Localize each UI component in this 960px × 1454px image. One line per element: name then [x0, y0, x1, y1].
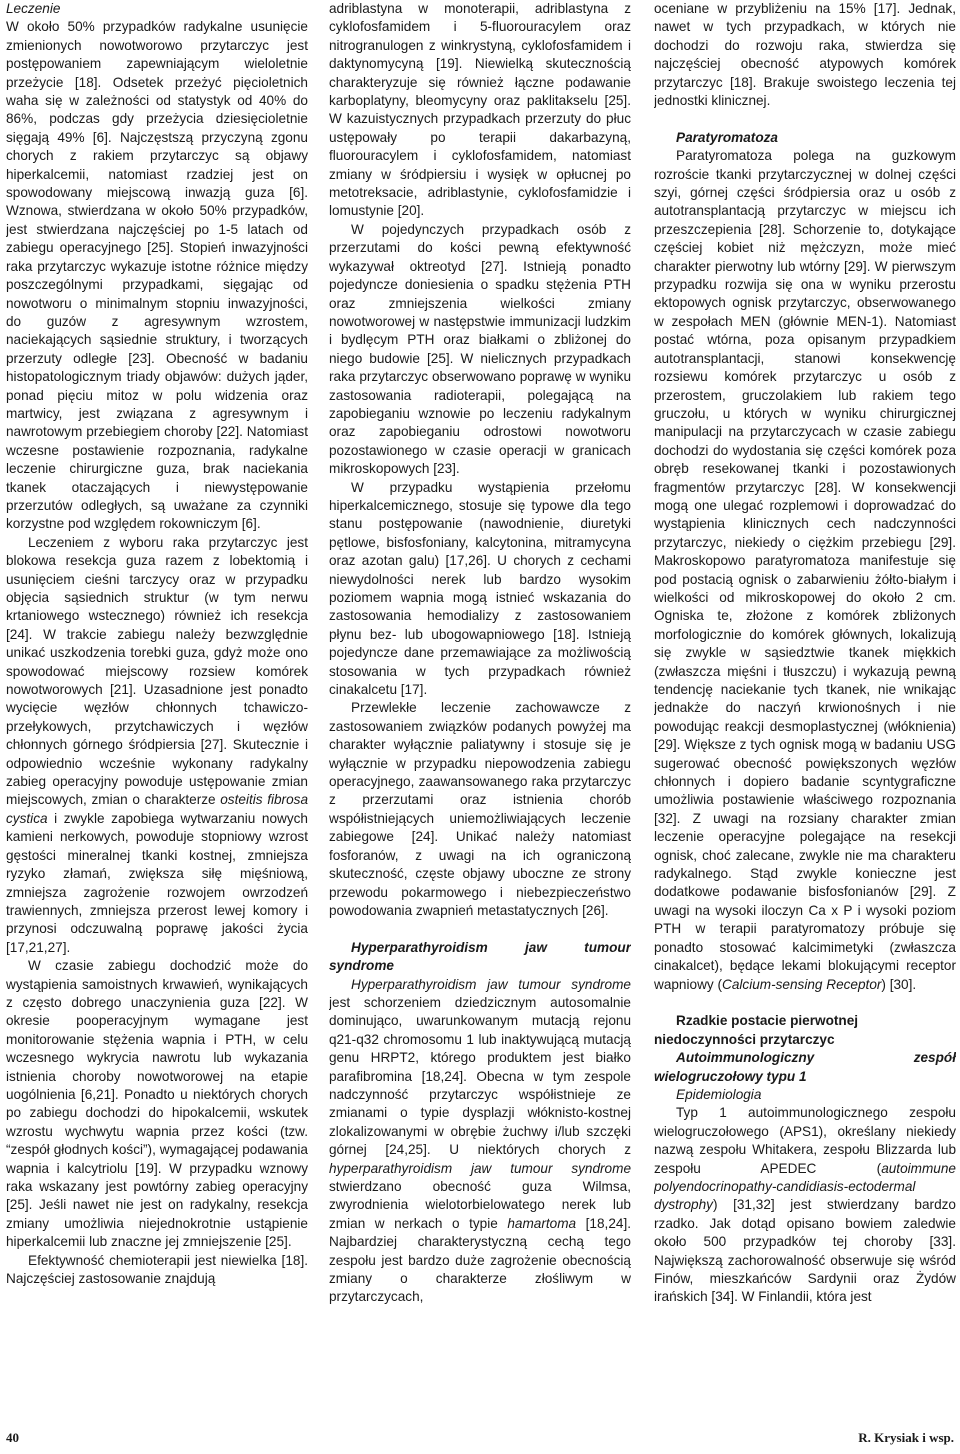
- paragraph: Typ 1 autoimmunologicznego zespołu wielogruczołowego (APS1), określany niekiedy nazwą zespołu Whitakera, zespołu Blizzarda lub zespołu APEDEC (autoimmune polyendocrinopathy-candidiasis-ectodermal dystrophy) [31,32] jest stwierdzany bardzo rzadko. Jak dotąd opisano bowiem zaledwie około 500 przypadków tej choroby [33]. Największą zachorowalność obserwuje się wśród Finów, mieszkańców Sardynii oraz Żydów irańskich [34]. W Finlandii, która jest: [654, 1105, 956, 1305]
- spacer: [329, 920, 631, 938]
- section-heading-paratyromatoza: Paratyromatoza: [676, 129, 778, 145]
- subsection-heading-epidemiologia: Epidemiologia: [676, 1086, 762, 1102]
- section-heading-hpt-jt: Hyperparathyroidism jaw tumour syndrome: [329, 939, 631, 974]
- page-number: 40: [6, 1430, 19, 1445]
- paragraph: Leczeniem z wyboru raka przytarczyc jest blokowa resekcja guza razem z lobektomią i usunięciem cieśni tarczycy oraz w przypadku objęcia sąsiednich struktur (w tym nerwu krtaniowego wstecznego) również ich resekcja [24]. W trakcie zabiegu należy bezwzględnie unikać uszkodzenia torebki guza, gdyż może ono spowodować miejscowy rozsiew komórek nowotworowych [21]. Uzasadnione jest ponadto wycięcie węzłów chłonnych tchawiczo-przełykowych, przytchawiczych i węzłów chłonnych górnego śródpiersia [27]. Skutecznie i odpowiednio wcześnie wykonany radykalny zabieg operacyjny powoduje ustępowanie zmian miejscowych, zmian o charakterze osteitis fibrosa cystica i zwykle zapobiega wytwarzaniu nowych kamieni nerkowych, powoduje stopniowy wzrost gęstości mineralnej tkanki kostnej, zmniejsza ryzyko złamań, zwiększa siłę mięśniową, zmniejsza zagrożenie rozwojem owrzodzeń trawiennych, zmniejsza przerost lewej komory i przynosi odczuwalną poprawę jakości życia [17,21,27].: [6, 534, 308, 955]
- paragraph: adriblastyna w monoterapii, adriblastyna z cyklofosfamidem i 5-fluorouracylem oraz nitrogranulogen z winkrystyną, cyklofosfamidem i daktynomycyną [19]. Niewielką skutecznością charakteryzuje się również łączne podawanie karboplatyny, bleomycyny oraz paklitakselu [25]. W kazuistycznych przypadkach przerzuty do płuc ustępowały po terapii dakarbazyną, fluorouracylem i cyklofosfamidem, natomiast zmiany w śródpiersiu i wysięk w opłucnej po metotreksacie, adriblastynie, cyklofosfamidzie i lomustynie [20].: [329, 1, 631, 219]
- page-footer: [0, 1430, 960, 1450]
- section-heading-rare-forms: Rzadkie postacie pierwotnej niedoczynności przytarczyc: [654, 1013, 859, 1047]
- section-heading-leczenie: Leczenie: [6, 1, 61, 16]
- paragraph: Paratyromatoza polega na guzkowym rozroście tkanki przytarczycznej w dolnej części szyi, górnej części śródpiersia oraz u osób z autotransplantacją przytarczyc w miejscu ich przeszczepienia [28]. Schorzenie to, dotykające częściej kobiet niż mężczyzn, może mieć charakter pierwotny lub wtórny [29]. W pierwszym przypadku rozwija się ona w wyniku przerostu ektopowych ognisk przytarczyc, obserwowanego w zespołach MEN (głównie MEN-1). Natomiast postać wtórna, poza opisanym przypadkiem autotransplantacji, stanowi konsekwencję rozsiewu komórek przytarczyc u osób z przerostem, gruczolakiem lub rakiem tego gruczołu, u których w wyniku chirurgicznej manipulacji na przytarczycach w czasie zabiegu dochodzi do wydostania się części komórek poza obręb resekowanej tkanki i pozostawionych fragmentów przytarczyc [28]. W konsekwencji mogą one ulegać rozplemowi i doprowadzać do wystąpienia klinicznych cech nadczynności przytarczyc, niekiedy o ciężkim przebiegu [29]. Makroskopowo paratyromatoza manifestuje się pod postacią ognisk o zabarwieniu żółto-białym i wielkości od mikroskopowej do około 2 cm. Ogniska te, złożone z komórek zbliżonych morfologicznie do komórek głównych, lokalizują się zwykle w sąsiedztwie tkanek miękkich (zwłaszcza mięśni i tłuszczu) i wykazują pewną tendencję naciekanie tych tkanek, nie wnikając jednakże do naczyń krwionośnych i nie powodując reakcji desmoplastycznej (włóknienia) [29]. Większe z tych ognisk mogą w badaniu USG sugerować obecność powiększonych węzłów chłonnych i dopiero badanie scyntygraficzne umożliwia postawienie właściwego rozpoznania [32]. Z uwagi na rozsiany charakter zmian leczenie operacyjne polegające na resekcji ognisk, choć zalecane, zwykle nie ma charakteru radykalnego. Stąd zwykle konieczne jest dodatkowe podawanie bisfosfonianów [29]. Z uwagi na wysoki iloczyn Ca x P i wysoki poziom PTH w terapii paratyromatozy próbuje się ponadto stosować kalcimimetyki (zwłaszcza cinakalcet), będące lekami blokującymi receptor wapniowy (Calcium-sensing Receptor) [30].: [654, 148, 956, 992]
- paragraph: W przypadku wystąpienia przełomu hiperkalcemicznego, stosuje się typowe dla tego stanu postępowanie (nawodnienie, diuretyki pętlowe, bisfosfoniany, kalcytonina, mitramycyna oraz azotan galu) [17,26]. U chorych z cechami niewydolności nerek lub bardzo wysokim poziomem wapnia mogą istnieć wskazania do zastosowania hemodializy z zastosowaniem płynu bez- lub ubogowapniowego [18]. Istnieją pojedyncze dane przemawiające za możliwością stosowania w tych przypadkach również cinakalcetu [17].: [329, 479, 631, 698]
- subsection-heading-aps1: Autoimmunologiczny zespół wielogruczołowy typu 1: [654, 1050, 956, 1084]
- paragraph: Hyperparathyroidism jaw tumour syndrome jest schorzeniem dziedzicznym autosomalnie dominująco, uwarunkowanym mutacją rejonu q21-q32 chromosomu 1 lub inaktywującą mutacją genu HRPT2, którego produktem jest białko parafibromina [18,24]. Obecna w tym zespole nadczynność przytarczyc współistnieje ze zmianami o typie dysplazji włóknisto-kostnej zlokalizowanymi w obrębie żuchwy i/lub szczęki górnej [24,25]. U niektórych chorych z hyperparathyroidism jaw tumour syndrome stwierdzano obecność guza Wilmsa, zwyrodnienia wielotorbielowatego nerek lub zmian w nerkach o typie hamartoma [18,24]. Najbardziej charakterystyczną cechą tego zespołu jest bardzo duże zagrożenie obecnością zmiany o charakterze złośliwym w przytarczycach,: [329, 976, 631, 1305]
- text-column-middle: [329, 0, 631, 1415]
- text-column-left: [6, 0, 308, 1415]
- paragraph: W czasie zabiegu dochodzić może do wystąpienia samoistnych krwawień, wynikających z często dobrego unaczynienia guza [22]. W okresie pooperacyjnym wymagane jest monitorowanie stężenia wapnia i PTH, w celu wczesnego wykrycia nawrotu lub wykazania istnienia choroby nowotworowej na etapie uogólnienia [6,21]. Ponadto u niektórych chorych po zabiegu dochodzi do hipokalcemii, wskutek wzrostu wychwytu wapnia przez kości (tzw. “zespół głodnych kości”), wymagającej podawania wapnia i kalcytriolu [19]. W przypadku wznowy raka wskazany jest powtórny zabieg operacyjny [25]. Jeśli nawet nie jest on radykalny, resekcja zmiany umożliwia niejednokrotnie ustąpienie hiperkalcemii lub znaczne jej zmniejszenie [25].: [6, 958, 308, 1250]
- paragraph: W pojedynczych przypadkach osób z przerzutami do kości pewną efektywność wykazywał oktreotyd [27]. Istnieją ponadto pojedyncze doniesienia o spadku stężenia PTH oraz zmniejszenia wielkości zmiany nowotworowej w następstwie immunizacji ludzkim i bydlęcym PTH oraz białkami o zbliżonej do niego budowie [25]. W nielicznych przypadkach raka przytarczyc obserwowano poprawę w wyniku zastosowania radioterapii, polegającą na zapobieganiu wznowie po leczeniu radykalnym oraz zapobieganiu odrostowi nowotworu pozostawionego w czasie operacji w granicach mikroskopowych [23].: [329, 221, 631, 477]
- paragraph: oceniane w przybliżeniu na 15% [17]. Jednak, nawet w tych przypadkach, w których nie dochodzi do rozwoju raka, stwierdza się najczęściej obecność atypowych komórek przytarczyc [18]. Brakuje swoistego leczenia tej jednostki klinicznej.: [654, 1, 956, 109]
- text-column-right: [654, 0, 956, 1415]
- spacer: [654, 994, 956, 1012]
- running-authors: R. Krysiak i wsp.: [858, 1430, 954, 1445]
- paragraph: W około 50% przypadków radykalne usunięcie zmienionych nowotworowo przytarczyc jest postępowaniem zapewniającym wieloletnie przeżycie [18]. Odsetek przeżyć pięcioletnich waha się w zależności od statystyk od 40% do 86%, podczas gdy przeżycia dziesięcioletnie sięgają 49% [6]. Najczęstszą przyczyną zgonu chorych z rakiem przytarczyc są objawy hiperkalcemii, natomiast rzadziej jest on spowodowany miejscową inwazją guza [6]. Wznowa, stwierdzana w około 50% przypadków, jest stwierdzana najczęściej po 1-5 latach od zabiegu operacyjnego [25]. Stopień inwazyjności raka przytarczyc wykazuje istotne różnice między poszczególnymi przypadkami, sięgając od nowotworu o minimalnym stopniu inwazyjności, do guzów z agresywnym wzrostem, naciekających sąsiednie struktury, i tworzących przerzuty odległe [23]. Obecność w badaniu histopatologicznym triady objawów: dużych jąder, ponad pięciu mitoz w polu widzenia oraz martwicy, jest związana z agresywnym i nawrotowym przebiegiem choroby [22]. Natomiast wczesne postawienie rozpoznania, radykalne leczenie chirurgiczne guza, brak naciekania tkanek otaczających i niewystępowanie przerzutów odległych, są uważane za czynniki korzystne pod względem rokowniczym [6].: [6, 19, 308, 532]
- italic-term: osteitis fibrosa cystica: [6, 792, 308, 826]
- paragraph: Przewlekłe leczenie zachowawcze z zastosowaniem związków podanych powyżej ma charakter wyłącznie paliatywny i stosuje się je wyłącznie w przypadku niepowodzenia zabiegu operacyjnego, zaawansowanego raka przytarczyc z przerzutami oraz istnienia chorób współistniejących uniemożliwiających leczenie zabiegowe [24]. Unikać należy natomiast fosforanów, z uwagi na ich ograniczoną skuteczność, częste objawy uboczne ze strony przewodu pokarmowego i niebezpieczeństwo powodowania zwapnień metastatycznych [26].: [329, 700, 631, 918]
- paragraph: Efektywność chemioterapii jest niewielka [18]. Najczęściej zastosowanie znajdują: [6, 1252, 308, 1287]
- spacer: [654, 110, 956, 128]
